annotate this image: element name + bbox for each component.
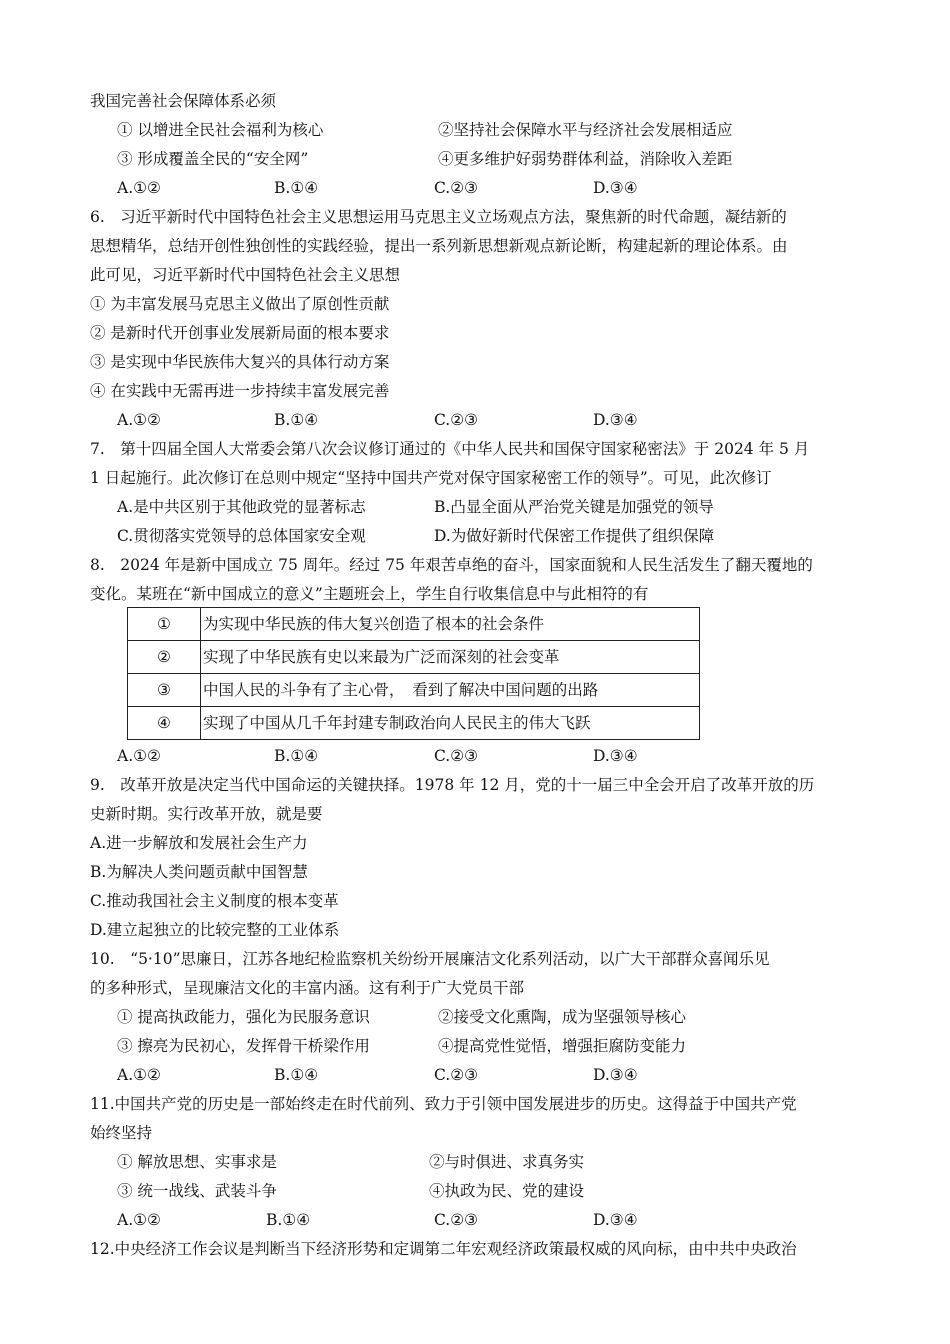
table-row bbox=[128, 608, 700, 641]
q6-statement-2: ② 是新时代开创事业发展新局面的根本要求 bbox=[90, 324, 390, 342]
q8-table-text-3: 中国人民的斗争有了主心骨， 看到了解决中国问题的出路 bbox=[201, 674, 700, 707]
q9-option-a: A.进一步解放和发展社会生产力 bbox=[90, 834, 308, 852]
q8-answer-b: B.①④ bbox=[274, 747, 319, 765]
q5-statement-4: ④更多维护好弱势群体利益，消除收入差距 bbox=[438, 150, 733, 168]
q11-answer-c: C.②③ bbox=[434, 1211, 479, 1229]
q10-statement-2: ②接受文化熏陶，成为坚强领导核心 bbox=[438, 1008, 687, 1026]
q5-answer-d: D.③④ bbox=[593, 179, 638, 197]
q8-answer-a: A.①② bbox=[117, 747, 161, 765]
q10-answer-a: A.①② bbox=[117, 1066, 161, 1084]
q10-statement-1: ① 提高执政能力，强化为民服务意识 bbox=[117, 1008, 370, 1026]
q8-stem-line-1: 8. 2024 年是新中国成立 75 周年。经过 75 年艰苦卓绝的奋斗，国家面貌和人民生活发生了翻天覆地的 bbox=[90, 556, 813, 574]
q7-option-a: A.是中共区别于其他政党的显著标志 bbox=[117, 498, 366, 516]
q7-option-c: C.贯彻落实党领导的总体国家安全观 bbox=[117, 527, 366, 545]
q10-statement-3: ③ 擦亮为民初心，发挥骨干桥梁作用 bbox=[117, 1037, 370, 1055]
table-row bbox=[128, 707, 700, 740]
q10-answer-c: C.②③ bbox=[434, 1066, 479, 1084]
q6-statement-1: ① 为丰富发展马克思主义做出了原创性贡献 bbox=[90, 295, 390, 313]
q8-stem-line-2: 变化。某班在“新中国成立的意义”主题班会上，学生自行收集信息中与此相符的有 bbox=[90, 585, 649, 603]
q8-table-text-4: 实现了中国从几千年封建专制政治向人民民主的伟大飞跃 bbox=[201, 707, 700, 740]
q8-table-text-1: 为实现中华民族的伟大复兴创造了根本的社会条件 bbox=[201, 608, 700, 641]
q6-answer-d: D.③④ bbox=[593, 411, 638, 429]
q8-answer-d: D.③④ bbox=[593, 747, 638, 765]
q6-answer-b: B.①④ bbox=[274, 411, 319, 429]
q6-stem-line-3: 此可见，习近平新时代中国特色社会主义思想 bbox=[90, 266, 401, 284]
q6-statement-4: ④ 在实践中无需再进一步持续丰富发展完善 bbox=[90, 382, 390, 400]
q9-option-b: B.为解决人类问题贡献中国智慧 bbox=[90, 863, 308, 881]
q5-answer-c: C.②③ bbox=[434, 179, 479, 197]
q9-option-c: C.推动我国社会主义制度的根本变革 bbox=[90, 892, 339, 910]
q8-table-num-4: ④ bbox=[128, 707, 201, 740]
q11-statement-1: ① 解放思想、实事求是 bbox=[117, 1153, 277, 1171]
q5-answer-b: B.①④ bbox=[274, 179, 319, 197]
q8-table-num-3: ③ bbox=[128, 674, 201, 707]
q5-statement-3: ③ 形成覆盖全民的“安全网” bbox=[117, 150, 309, 168]
q11-answer-b: B.①④ bbox=[266, 1211, 311, 1229]
q6-stem-line-1: 6. 习近平新时代中国特色社会主义思想运用马克思主义立场观点方法，聚焦新的时代命题，凝结新的 bbox=[90, 208, 787, 226]
q11-stem-line-2: 始终坚持 bbox=[90, 1124, 153, 1142]
q8-table-num-2: ② bbox=[128, 641, 201, 674]
q9-option-d: D.建立起独立的比较完整的工业体系 bbox=[90, 921, 340, 939]
q11-statement-2: ②与时俱进、求真务实 bbox=[429, 1153, 585, 1171]
q9-stem-line-2: 史新时期。实行改革开放，就是要 bbox=[90, 805, 323, 823]
q11-answer-d: D.③④ bbox=[593, 1211, 638, 1229]
q8-table-text-2: 实现了中华民族有史以来最为广泛而深刻的社会变革 bbox=[201, 641, 700, 674]
q7-stem-line-1: 7. 第十四届全国人大常委会第八次会议修订通过的《中华人民共和国保守国家秘密法》于 2024 年 5 月 bbox=[90, 440, 810, 458]
q10-stem-line-1: 10. “5·10”思廉日，江苏各地纪检监察机关纷纷开展廉洁文化系列活动，以广大干部群众喜闻乐见 bbox=[90, 950, 770, 968]
table-row bbox=[128, 641, 700, 674]
q7-stem-line-2: 1 日起施行。此次修订在总则中规定“坚持中国共产党对保守国家秘密工作的领导”。可见，此次修订 bbox=[90, 469, 772, 487]
q8-options-table bbox=[127, 607, 700, 740]
q10-answer-b: B.①④ bbox=[274, 1066, 319, 1084]
q10-stem-line-2: 的多种形式，呈现廉洁文化的丰富内涵。这有利于广大党员干部 bbox=[90, 979, 525, 997]
table-row bbox=[128, 674, 700, 707]
q5-statement-2: ②坚持社会保障水平与经济社会发展相适应 bbox=[438, 121, 733, 139]
q8-answer-c: C.②③ bbox=[434, 747, 479, 765]
q6-answer-a: A.①② bbox=[117, 411, 161, 429]
q11-statement-3: ③ 统一战线、武装斗争 bbox=[117, 1182, 277, 1200]
q11-statement-4: ④执政为民、党的建设 bbox=[429, 1182, 585, 1200]
q7-option-b: B.凸显全面从严治党关键是加强党的领导 bbox=[434, 498, 714, 516]
q5-statement-1: ① 以增进全民社会福利为核心 bbox=[117, 121, 324, 139]
q10-answer-d: D.③④ bbox=[593, 1066, 638, 1084]
q10-statement-4: ④提高党性觉悟，增强拒腐防变能力 bbox=[438, 1037, 687, 1055]
q6-stem-line-2: 思想精华，总结开创性独创性的实践经验，提出一系列新思想新观点新论断，构建起新的理论体系。由 bbox=[90, 237, 788, 255]
q8-table-num-1: ① bbox=[128, 608, 201, 641]
q12-stem-line-1: 12.中央经济工作会议是判断当下经济形势和定调第二年宏观经济政策最权威的风向标，由中共中央政治 bbox=[90, 1240, 797, 1258]
q6-statement-3: ③ 是实现中华民族伟大复兴的具体行动方案 bbox=[90, 353, 390, 371]
q5-answer-a: A.①② bbox=[117, 179, 161, 197]
q6-answer-c: C.②③ bbox=[434, 411, 479, 429]
q11-stem-line-1: 11.中国共产党的历史是一部始终走在时代前列、致力于引领中国发展进步的历史。这得益于中国共产党 bbox=[90, 1095, 797, 1113]
q11-answer-a: A.①② bbox=[117, 1211, 161, 1229]
q9-stem-line-1: 9. 改革开放是决定当代中国命运的关键抉择。1978 年 12 月，党的十一届三中全会开启了改革开放的历 bbox=[90, 776, 815, 794]
q5-stem: 我国完善社会保障体系必须 bbox=[90, 92, 277, 110]
q7-option-d: D.为做好新时代保密工作提供了组织保障 bbox=[434, 527, 715, 545]
